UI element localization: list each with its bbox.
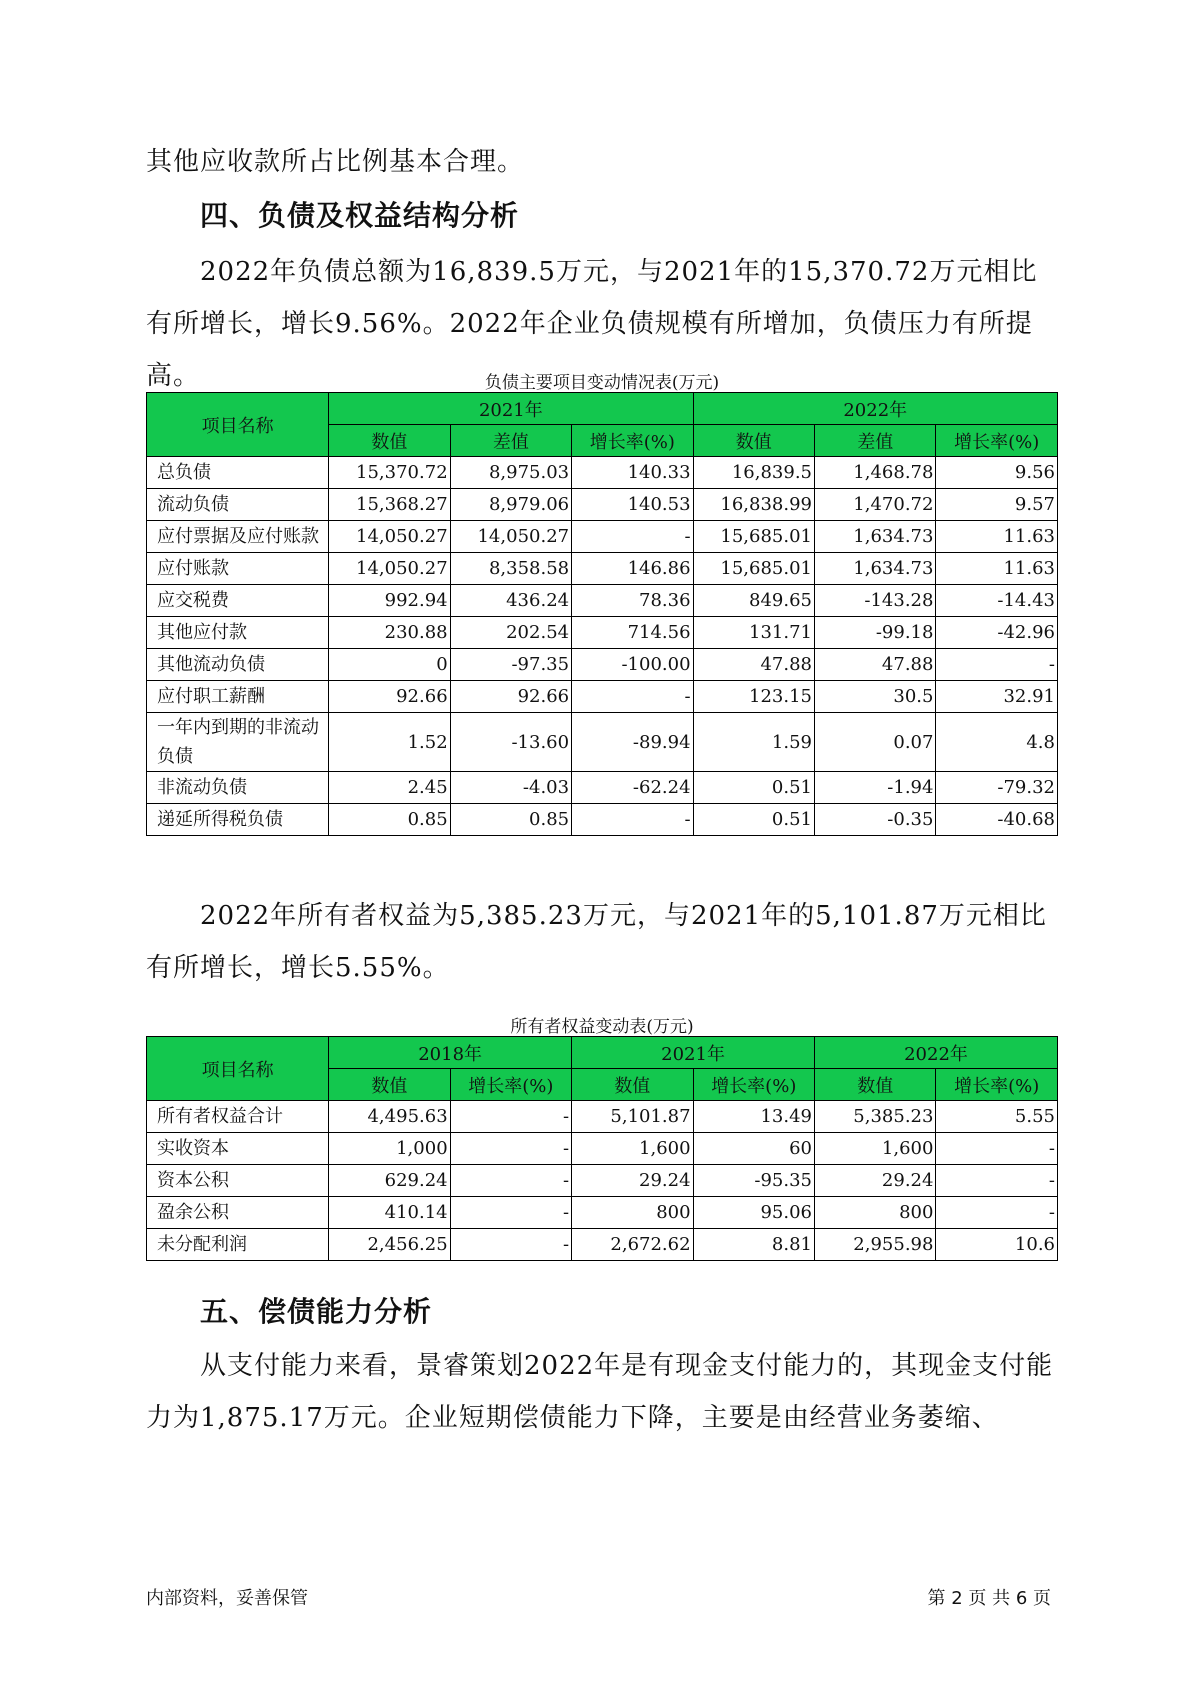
table2-caption: 所有者权益变动表(万元) <box>510 1017 694 1037</box>
table-row <box>147 681 1058 713</box>
paragraph-liabilities: 2022年负债总额为16,839.5万元，与2021年的15,370.72万元相比有所增长，增长9.56%。2022年企业负债规模有所增加，负债压力有所提高。 <box>146 257 1038 391</box>
table-cell: 10.6 <box>936 1229 1058 1261</box>
table-cell: 15,370.72 <box>329 457 450 489</box>
row-label: 流动负债 <box>147 489 329 521</box>
table-cell: 1,468.78 <box>815 457 936 489</box>
table-cell: 8,975.03 <box>450 457 571 489</box>
table-row <box>147 1101 1058 1133</box>
table-cell: -95.35 <box>693 1165 814 1197</box>
table-cell: 4.8 <box>936 713 1058 772</box>
subheader-value: 数值 <box>572 1069 693 1101</box>
header-year-2021: 2021年 <box>572 1037 815 1069</box>
table-cell: 1.59 <box>693 713 814 772</box>
table-cell: 15,685.01 <box>693 521 814 553</box>
subheader-value: 数值 <box>329 1069 450 1101</box>
row-label: 盈余公积 <box>147 1197 329 1229</box>
subheader-value: 数值 <box>329 425 450 457</box>
header-year-2022: 2022年 <box>693 393 1057 425</box>
table-cell: -4.03 <box>450 772 571 804</box>
table-cell: 14,050.27 <box>329 553 450 585</box>
table-cell: 1,600 <box>572 1133 693 1165</box>
table-cell: - <box>450 1133 571 1165</box>
table-cell: -0.35 <box>815 804 936 836</box>
table-cell: -143.28 <box>815 585 936 617</box>
table-cell: 14,050.27 <box>450 521 571 553</box>
paragraph-equity: 2022年所有者权益为5,385.23万元，与2021年的5,101.87万元相比有所增长，增长5.55%。 <box>146 901 1047 983</box>
table-cell: -1.94 <box>815 772 936 804</box>
header-item-name: 项目名称 <box>147 393 329 457</box>
table-cell: 13.49 <box>693 1101 814 1133</box>
header-year-2022: 2022年 <box>815 1037 1058 1069</box>
table-row <box>147 489 1058 521</box>
table-cell: 131.71 <box>693 617 814 649</box>
table-cell: 230.88 <box>329 617 450 649</box>
table-row <box>147 553 1058 585</box>
table-cell: 5,101.87 <box>572 1101 693 1133</box>
table-cell: 2.45 <box>329 772 450 804</box>
table-cell: 29.24 <box>572 1165 693 1197</box>
table1-caption: 负债主要项目变动情况表(万元) <box>484 373 720 393</box>
table-cell: 800 <box>815 1197 936 1229</box>
table-cell: - <box>572 681 693 713</box>
table-row <box>147 585 1058 617</box>
row-label: 未分配利润 <box>147 1229 329 1261</box>
table-cell: 11.63 <box>936 521 1058 553</box>
table-cell: -79.32 <box>936 772 1058 804</box>
table-cell: - <box>450 1229 571 1261</box>
table-cell: - <box>572 804 693 836</box>
table-cell: 714.56 <box>572 617 693 649</box>
table-cell: -13.60 <box>450 713 571 772</box>
table-cell: 1,600 <box>815 1133 936 1165</box>
table-cell: 15,685.01 <box>693 553 814 585</box>
subheader-growth: 增长率(%) <box>693 1069 814 1101</box>
row-label: 应交税费 <box>147 585 329 617</box>
table-cell: - <box>936 1197 1058 1229</box>
row-label: 递延所得税负债 <box>147 804 329 836</box>
table-cell: 2,672.62 <box>572 1229 693 1261</box>
subheader-growth: 增长率(%) <box>450 1069 571 1101</box>
table-cell: 5,385.23 <box>815 1101 936 1133</box>
table-cell: - <box>450 1197 571 1229</box>
table-cell: 9.56 <box>936 457 1058 489</box>
table-cell: -100.00 <box>572 649 693 681</box>
equity-table <box>146 1036 1058 1261</box>
table-cell: 92.66 <box>450 681 571 713</box>
table-cell: -89.94 <box>572 713 693 772</box>
subheader-growth: 增长率(%) <box>936 425 1058 457</box>
table-cell: -99.18 <box>815 617 936 649</box>
row-label: 非流动负债 <box>147 772 329 804</box>
table-cell: 140.53 <box>572 489 693 521</box>
subheader-value: 数值 <box>815 1069 936 1101</box>
table-cell: -62.24 <box>572 772 693 804</box>
header-year-2021: 2021年 <box>329 393 693 425</box>
table-cell: -14.43 <box>936 585 1058 617</box>
table-cell: 8.81 <box>693 1229 814 1261</box>
header-year-2018: 2018年 <box>329 1037 572 1069</box>
table-cell: -97.35 <box>450 649 571 681</box>
table-cell: 16,838.99 <box>693 489 814 521</box>
table-cell: 992.94 <box>329 585 450 617</box>
row-label: 所有者权益合计 <box>147 1101 329 1133</box>
table-cell: 47.88 <box>693 649 814 681</box>
subheader-growth: 增长率(%) <box>572 425 693 457</box>
table-row <box>147 713 1058 772</box>
table-cell: 1,634.73 <box>815 521 936 553</box>
table-cell: 11.63 <box>936 553 1058 585</box>
table-cell: 32.91 <box>936 681 1058 713</box>
table-cell: 0.85 <box>329 804 450 836</box>
row-label: 应付职工薪酬 <box>147 681 329 713</box>
table-row <box>147 1165 1058 1197</box>
row-label: 应付账款 <box>147 553 329 585</box>
table-cell: 140.33 <box>572 457 693 489</box>
table-cell: 78.36 <box>572 585 693 617</box>
table-cell: 0 <box>329 649 450 681</box>
table-row <box>147 1133 1058 1165</box>
footer-page-number: 第 2 页 共 6 页 <box>927 1588 1051 1609</box>
row-label: 实收资本 <box>147 1133 329 1165</box>
liabilities-table <box>146 392 1058 836</box>
table-cell: 8,979.06 <box>450 489 571 521</box>
table-cell: 92.66 <box>329 681 450 713</box>
table-cell: 9.57 <box>936 489 1058 521</box>
table-cell: 436.24 <box>450 585 571 617</box>
paragraph-continuation: 其他应收款所占比例基本合理。 <box>146 147 525 177</box>
table-cell: - <box>936 1133 1058 1165</box>
section-heading-4: 四、负债及权益结构分析 <box>200 199 520 232</box>
table-cell: 410.14 <box>329 1197 450 1229</box>
table-cell: 0.85 <box>450 804 571 836</box>
table-cell: - <box>450 1101 571 1133</box>
table-cell: 29.24 <box>815 1165 936 1197</box>
table-cell: 30.5 <box>815 681 936 713</box>
table-row <box>147 1229 1058 1261</box>
footer-confidential: 内部资料，妥善保管 <box>146 1588 308 1609</box>
table-cell: - <box>572 521 693 553</box>
table-cell: -42.96 <box>936 617 1058 649</box>
table-row <box>147 649 1058 681</box>
row-label: 资本公积 <box>147 1165 329 1197</box>
table-cell: 146.86 <box>572 553 693 585</box>
section-heading-5: 五、偿债能力分析 <box>200 1295 433 1328</box>
subheader-growth: 增长率(%) <box>936 1069 1058 1101</box>
table-cell: 4,495.63 <box>329 1101 450 1133</box>
table-row <box>147 457 1058 489</box>
table-cell: 123.15 <box>693 681 814 713</box>
table-cell: 2,456.25 <box>329 1229 450 1261</box>
table-cell: 0.07 <box>815 713 936 772</box>
table-cell: 849.65 <box>693 585 814 617</box>
row-label: 应付票据及应付账款 <box>147 521 329 553</box>
table-row <box>147 772 1058 804</box>
table-cell: 95.06 <box>693 1197 814 1229</box>
table-cell: 16,839.5 <box>693 457 814 489</box>
table-cell: 5.55 <box>936 1101 1058 1133</box>
table-cell: 0.51 <box>693 772 814 804</box>
row-label: 总负债 <box>147 457 329 489</box>
header-item-name: 项目名称 <box>147 1037 329 1101</box>
table-cell: - <box>450 1165 571 1197</box>
row-label: 一年内到期的非流动负债 <box>147 713 329 772</box>
table-cell: 629.24 <box>329 1165 450 1197</box>
table-cell: 47.88 <box>815 649 936 681</box>
table-row <box>147 617 1058 649</box>
table-row <box>147 804 1058 836</box>
table-row <box>147 521 1058 553</box>
row-label: 其他流动负债 <box>147 649 329 681</box>
subheader-value: 数值 <box>693 425 814 457</box>
table-cell: 2,955.98 <box>815 1229 936 1261</box>
table-cell: 8,358.58 <box>450 553 571 585</box>
table-cell: 800 <box>572 1197 693 1229</box>
row-label: 其他应付款 <box>147 617 329 649</box>
table-cell: - <box>936 1165 1058 1197</box>
subheader-diff: 差值 <box>450 425 571 457</box>
table-cell: 1,470.72 <box>815 489 936 521</box>
table-cell: 1,634.73 <box>815 553 936 585</box>
table-cell: 202.54 <box>450 617 571 649</box>
table-cell: 14,050.27 <box>329 521 450 553</box>
table-cell: 15,368.27 <box>329 489 450 521</box>
paragraph-solvency: 从支付能力来看，景睿策划2022年是有现金支付能力的，其现金支付能力为1,875.17万元。企业短期偿债能力下降，主要是由经营业务萎缩、 <box>146 1351 1054 1433</box>
table-cell: 1,000 <box>329 1133 450 1165</box>
subheader-diff: 差值 <box>815 425 936 457</box>
table-cell: 60 <box>693 1133 814 1165</box>
table-cell: 1.52 <box>329 713 450 772</box>
table-cell: - <box>936 649 1058 681</box>
table-row <box>147 1197 1058 1229</box>
table-cell: 0.51 <box>693 804 814 836</box>
table-cell: -40.68 <box>936 804 1058 836</box>
